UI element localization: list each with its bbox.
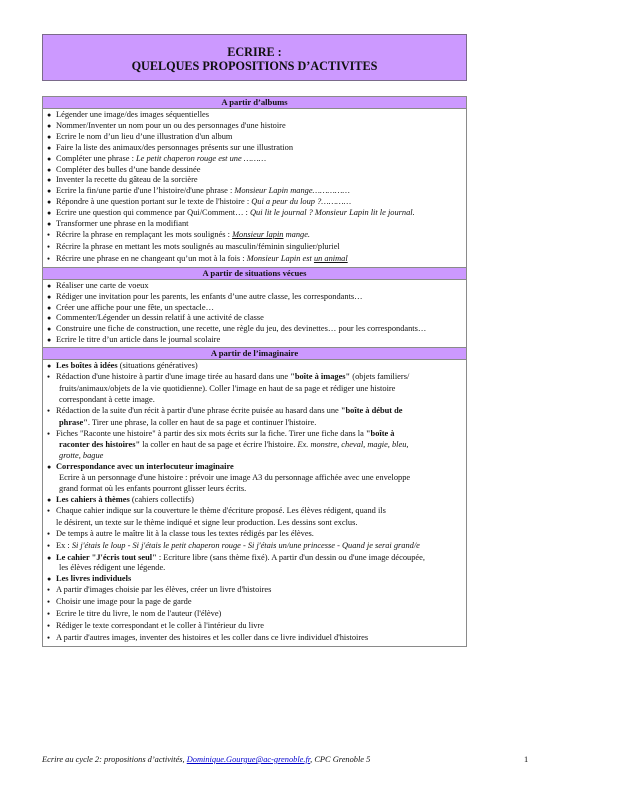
list-subitem: ● Récrire une phrase en ne changeant qu’un mot à la fois : Monsieur Lapin est un animal [47, 254, 466, 266]
section-header-situations-vecues: A partir de situations vécues [43, 267, 466, 280]
small-bullet-icon: ● [47, 543, 51, 549]
list-item: ● Légender une image/des images séquentielles [47, 110, 210, 119]
bullet-icon: ● [47, 220, 52, 229]
bullet-icon: ● [47, 154, 52, 163]
list-subitem: ● Choisir une image pour la page de garde [47, 597, 466, 609]
bullet-icon: ● [47, 553, 52, 562]
small-bullet-icon: ● [47, 508, 51, 514]
footer-text: Ecrire au cycle 2: propositions d’activités, [42, 755, 187, 764]
list-item: ● Réaliser une carte de voeux [47, 280, 149, 290]
list-subitem: ● Rédaction de la suite d'un récit à partir d'une phrase écrite puisée au hasard dans une "boîte à début de phrase". Tirer une phrase, la coller en haut de sa page et continuer l'histoire. [47, 405, 403, 427]
list-subitem: ● Ecrire le titre du livre, le nom de l'auteur (l'élève) [47, 609, 466, 621]
small-bullet-icon: ● [47, 256, 51, 262]
bullet-icon: ● [47, 111, 52, 119]
list-subitem: ● A partir d'images choisie par les élèves, créer un livre d'histoires [47, 585, 466, 597]
subsection-livres-individuels: ● Les livres individuels [47, 574, 132, 584]
page-number: 1 [524, 755, 529, 764]
section-situations-vecues [43, 280, 466, 347]
activities-table [42, 96, 467, 647]
small-bullet-icon: ● [47, 612, 51, 618]
list-item: ● Ecrire la fin/une partie d'une l’histoire/d'une phrase : Monsieur Lapin mange…………… [47, 186, 350, 196]
list-item: ● Répondre à une question portant sur le texte de l'histoire : Qui a peur du loup ?………… [47, 197, 352, 207]
bullet-icon: ● [47, 575, 52, 584]
list-subitem: ● Ex : Si j'étais le loup - Si j'étais le petit chaperon rouge - Si j'étais un/une princesse - Quand je serai grand/e [47, 541, 466, 553]
list-item: ● Nommer/Inventer un nom pour un ou des personnages d'une histoire [47, 120, 286, 130]
small-bullet-icon: ● [47, 600, 51, 606]
list-item: ● Faire la liste des animaux/des personnages présents sur une illustration [47, 142, 294, 152]
author-email-link[interactable]: Dominique.Gourgue@ac-grenoble.fr [186, 755, 311, 764]
list-item: ● Ecrire le titre d’un article dans le journal scolaire [47, 335, 221, 345]
list-subitem: ● Rédiger le texte correspondant et le coller à l'intérieur du livre [47, 621, 466, 633]
small-bullet-icon: ● [47, 232, 51, 238]
bullet-icon: ● [47, 325, 52, 334]
list-subitem: ● Rédaction d'une histoire à partir d'une image tirée au hasard dans une "boîte à images" (objets familiers/ fruits/animaux/objets de la vie quotidienne). Coller l'image en haut de sa page et rédiger une histoire correspondant à cette image. [47, 372, 410, 404]
document-title-box [42, 34, 467, 81]
list-item: ● Ecrire le nom d’un lieu d’une illustration d'un album [47, 131, 233, 141]
bullet-icon: ● [47, 187, 52, 196]
bullet-icon: ● [47, 198, 52, 207]
list-item: ● Transformer une phrase en la modifiant [47, 219, 189, 229]
small-bullet-icon: ● [47, 623, 51, 629]
bullet-icon: ● [47, 165, 52, 174]
bullet-icon: ● [47, 463, 52, 472]
small-bullet-icon: ● [47, 408, 51, 414]
bullet-icon: ● [47, 496, 52, 504]
small-bullet-icon: ● [47, 375, 51, 381]
title-line-1: ECRIRE : [227, 45, 282, 59]
list-subitem: ● Récrire la phrase en remplaçant les mots soulignés : Monsieur lapin mange. [47, 230, 466, 242]
bullet-icon: ● [47, 314, 52, 323]
list-subitem: ● Récrire la phrase en mettant les mots soulignés au masculin/féminin singulier/pluriel [47, 242, 466, 254]
section-imaginaire [43, 360, 466, 646]
bullet-icon: ● [47, 292, 52, 301]
small-bullet-icon: ● [47, 244, 51, 250]
bullet-icon: ● [47, 362, 52, 371]
list-item: ● Compléter des bulles d’une bande dessinée [47, 164, 201, 174]
list-item: ● Créer une affiche pour une fête, un spectacle… [47, 302, 214, 312]
small-bullet-icon: ● [47, 588, 51, 594]
subsection-cahiers-a-themes: ● Les cahiers à thèmes (cahiers collectifs) [47, 495, 194, 504]
small-bullet-icon: ● [47, 531, 51, 537]
subsection-boites-a-idees: ● Les boîtes à idées (situations génératives) [47, 361, 198, 371]
section-header-albums: A partir d’albums [43, 97, 466, 109]
bullet-icon: ● [47, 132, 52, 141]
list-item: ● Ecrire une question qui commence par Qui/Comment… : Qui lit le journal ? Monsieur Lapin lit le journal. [47, 208, 415, 218]
bullet-icon: ● [47, 121, 52, 130]
list-subitem: ● A partir d'autres images, inventer des histoires et les coller dans ce livre individuel d'histoires [47, 633, 466, 645]
bullet-icon: ● [47, 176, 52, 185]
subsection-correspondance: ● Correspondance avec un interlocuteur imaginaire Ecrire à un personnage d'une histoire : prévoir une image A3 du personnage affichée avec une enveloppe grand format où les enfants pourront glisser leurs écrits. [47, 462, 411, 494]
subsection-cahier-jecris-tout-seul: ● Le cahier "J'écris tout seul" : Ecriture libre (sans thème fixé). A partir d'un dessin ou d'une image découpée, les élèves rédigent une légende. [47, 552, 425, 573]
page-footer [42, 754, 472, 765]
bullet-icon: ● [47, 281, 52, 290]
list-item: ● Rédiger une invitation pour les parents, les enfants d’une autre classe, les correspondants… [47, 291, 363, 301]
title-line-2: QUELQUES PROPOSITIONS D’ACTIVITES [131, 59, 378, 73]
footer-text-after: , CPC Grenoble 5 [310, 755, 371, 764]
list-item: ● Compléter une phrase : Le petit chaperon rouge est une ……… [47, 153, 267, 163]
bullet-icon: ● [47, 303, 52, 312]
list-item: ● Inventer la recette du gâteau de la sorcière [47, 175, 198, 185]
bullet-icon: ● [47, 143, 52, 152]
section-header-imaginaire: A partir de l’imaginaire [43, 347, 466, 360]
list-subitem: ● Chaque cahier indique sur la couverture le thème d'écriture proposé. Les élèves rédigent, quand ils le désirent, un texte sur le thème indiqué et signe leur production. Les dessins sont exclus. [47, 505, 386, 527]
small-bullet-icon: ● [47, 635, 51, 641]
bullet-icon: ● [47, 336, 52, 345]
small-bullet-icon: ● [47, 431, 51, 437]
section-albums [43, 109, 466, 267]
list-subitem: ● De temps à autre le maître lit à la classe tous les textes rédigés par les élèves. [47, 529, 466, 541]
list-subitem: ● Fiches "Raconte une histoire" à partir des six mots écrits sur la fiche. Tirer une fiche dans la "boîte à raconter des histoires" la coller en haut de sa page et écrire l'histoire. Ex. monstre, cheval, magie, bleu, grotte, bague [47, 428, 409, 461]
list-item: ● Commenter/Légender un dessin relatif à une activité de classe [47, 313, 264, 323]
bullet-icon: ● [47, 209, 52, 218]
list-item: ● Construire une fiche de construction, une recette, une règle du jeu, des devinettes… pour les correspondants… [47, 324, 427, 334]
